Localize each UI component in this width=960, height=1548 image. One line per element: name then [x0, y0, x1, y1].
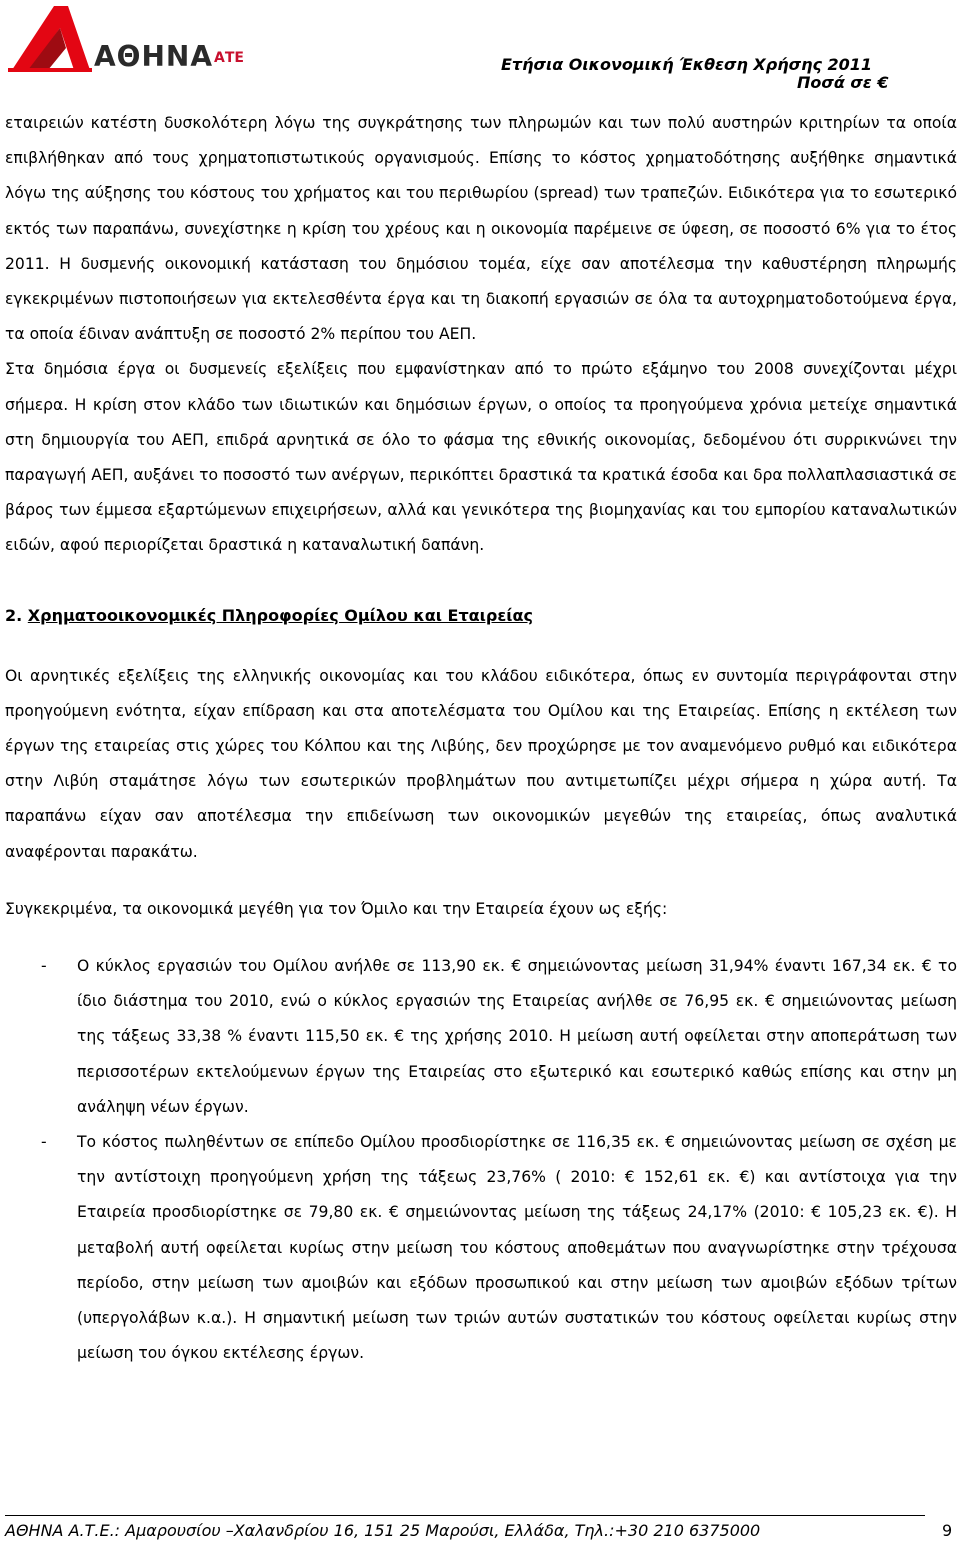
- list-item-text: Το κόστος πωληθέντων σε επίπεδο Ομίλου προσδιορίστηκε σε 116,35 εκ. € σημειώνοντας μείωση σε σχέση με την αντίστοιχη προηγούμενη χρήση της τάξεως 23,76% ( 2010: € 152,61 εκ. €) και αντίστοιχα για την Εταιρεία προσδιορίστηκε σε 79,80 εκ. € σημειώνοντας μείωση της τάξεως 24,17% (2010: € 105,23 εκ. €). Η μεταβολή αυτή οφείλεται κυρίως στην μείωση του κόστους αποθεμάτων που αναγνωρίστηκε στην τρέχουσα περίοδο, στην μείωση των αμοιβών και εξόδων προσωπικού και στην μείωση των αμοιβών εξόδων τρίτων (υπεργολάβων κ.α.). Η σημαντική μείωση των τριών αυτών συστατικών του κόστους οφείλεται κυρίως στην μείωση του όγκου εκτέλεσης έργων.: [77, 1133, 957, 1363]
- list-item-text: Ο κύκλος εργασιών του Ομίλου ανήλθε σε 113,90 εκ. € σημειώνοντας μείωση 31,94% έναντι 167,34 εκ. € το ίδιο διάστημα του 2010, ενώ ο κύκλος εργασιών της Εταιρείας ανήλθε σε 76,95 εκ. € σημειώνοντας μείωση της τάξεως 33,38 % έναντι 115,50 εκ. € της χρήσης 2010. Η μείωση αυτή οφείλεται στην αποπεράτωση των περισσοτέρων εκτελούμενων έργων της Εταιρείας στο εξωτερικό και εσωτερικό καθώς επίσης και στην μη ανάληψη νέων έργων.: [77, 957, 957, 1116]
- paragraph: Στα δημόσια έργα οι δυσμενείς εξελίξεις που εμφανίστηκαν από το πρώτο εξάμηνο του 2008 συνεχίζονται μέχρι σήμερα. Η κρίση στον κλάδο των ιδιωτικών και δημόσιων έργων, ο οποίος τα προηγούμενα χρόνια μετείχε σημαντικά στη δημιουργία του ΑΕΠ, επιδρά αρνητικά σε όλο το φάσμα της εθνικής οικονομίας, δεδομένου ότι συρρικνώνει την παραγωγή ΑΕΠ, αυξάνει το ποσοστό των ανέργων, περικόπτει δραστικά τα κρατικά έσοδα και δρα πολλαπλασιαστικά σε βάρος των έμμεσα εξαρτώμενων επιχειρήσεων, αλλά και γενικότερα της βιομηχανίας και του εμπορίου καταναλωτικών ειδών, αφού περιορίζεται δραστικά η καταναλωτική δαπάνη.: [5, 360, 957, 555]
- paragraph: Συγκεκριμένα, τα οικονομικά μεγέθη για τον Όμιλο και την Εταιρεία έχουν ως εξής:: [5, 899, 668, 918]
- spacer: [5, 633, 957, 659]
- logo-text: ΑΘΗΝΑ: [94, 40, 214, 73]
- list-item: [5, 949, 957, 1125]
- footer-address: ΑΘΗΝΑ Α.Τ.Ε.: Αμαρουσίου –Χαλανδρίου 16, 151 25 Μαρούσι, Ελλάδα, Τηλ.:+30 210 6375000: [5, 1521, 761, 1540]
- section-title: Χρηματοοικονομικές Πληροφορίες Ομίλου και Εταιρείας: [27, 605, 533, 625]
- amounts-note: Ποσά σε €: [797, 73, 889, 92]
- dash-bullet: -: [41, 1133, 47, 1152]
- spacer: [5, 870, 957, 892]
- dash-bullet: -: [41, 957, 47, 976]
- footer-divider: [5, 1515, 925, 1516]
- paragraph: Οι αρνητικές εξελίξεις της ελληνικής οικονομίας και του κλάδου ειδικότερα, όπως εν συντομία περιγράφονται στην προηγούμενη ενότητα, είχαν επίδραση και στα αποτελέσματα του Ομίλου και της Εταιρείας. Επίσης η εκτέλεση των έργων της εταιρείας στις χώρες του Κόλπου και της Λιβύης, δεν προχώρησε με τον αναμενόμενο ρυθμό και ειδικότερα στην Λιβύη σταμάτησε λόγω των εσωτερικών προβλημάτων που αντιμετωπίζει μέχρι σήμερα η χώρα αυτή. Τα παραπάνω είχαν σαν αποτέλεσμα την επιδείνωση των οικονομικών μεγεθών της εταιρείας, όπως αναλυτικά αναφέρονται παρακάτω.: [5, 666, 957, 861]
- logo-suffix: ΑΤΕ: [214, 50, 244, 66]
- page-number: 9: [942, 1521, 953, 1540]
- report-title: Ετήσια Οικονομική Έκθεση Χρήσης 2011: [501, 55, 873, 74]
- bullet-list: [5, 949, 957, 1371]
- spacer: [5, 927, 957, 949]
- section-heading: [5, 598, 957, 633]
- section-number: 2.: [5, 605, 23, 625]
- paragraph: εταιρειών κατέστη δυσκολότερη λόγω της συγκράτησης των πληρωμών και των πολύ αυστηρών κριτηρίων τα οποία επιβλήθηκαν από τους χρηματοπιστωτικούς οργανισμούς. Επίσης το κόστος χρηματοδότησης αυξήθηκε σημαντικά λόγω της αύξησης του κόστους του χρήματος και του περιθωρίου (spread) των τραπεζών. Ειδικότερα για το εσωτερικό εκτός των παραπάνω, συνεχίστηκε η κρίση του χρέους και η οικονομία παρέμεινε σε ύφεση, σε ποσοστό 6% για το έτος 2011. Η δυσμενής οικονομική κατάσταση του δημόσιου τομέα, είχε σαν αποτέλεσμα την καθυστέρηση πληρωμής εγκεκριμένων πιστοποιήσεων για εκτελεσθέντα έργα και τη διακοπή εργασιών σε όλα τα αυτοχρηματοδοτούμενα έργα, τα οποία έδιναν ανάπτυξη σε ποσοστό 2% περίπου του ΑΕΠ.: [5, 114, 957, 344]
- page-header: [0, 0, 960, 100]
- company-logo: [8, 4, 248, 74]
- list-item: [5, 1125, 957, 1371]
- document-body: [5, 106, 957, 1372]
